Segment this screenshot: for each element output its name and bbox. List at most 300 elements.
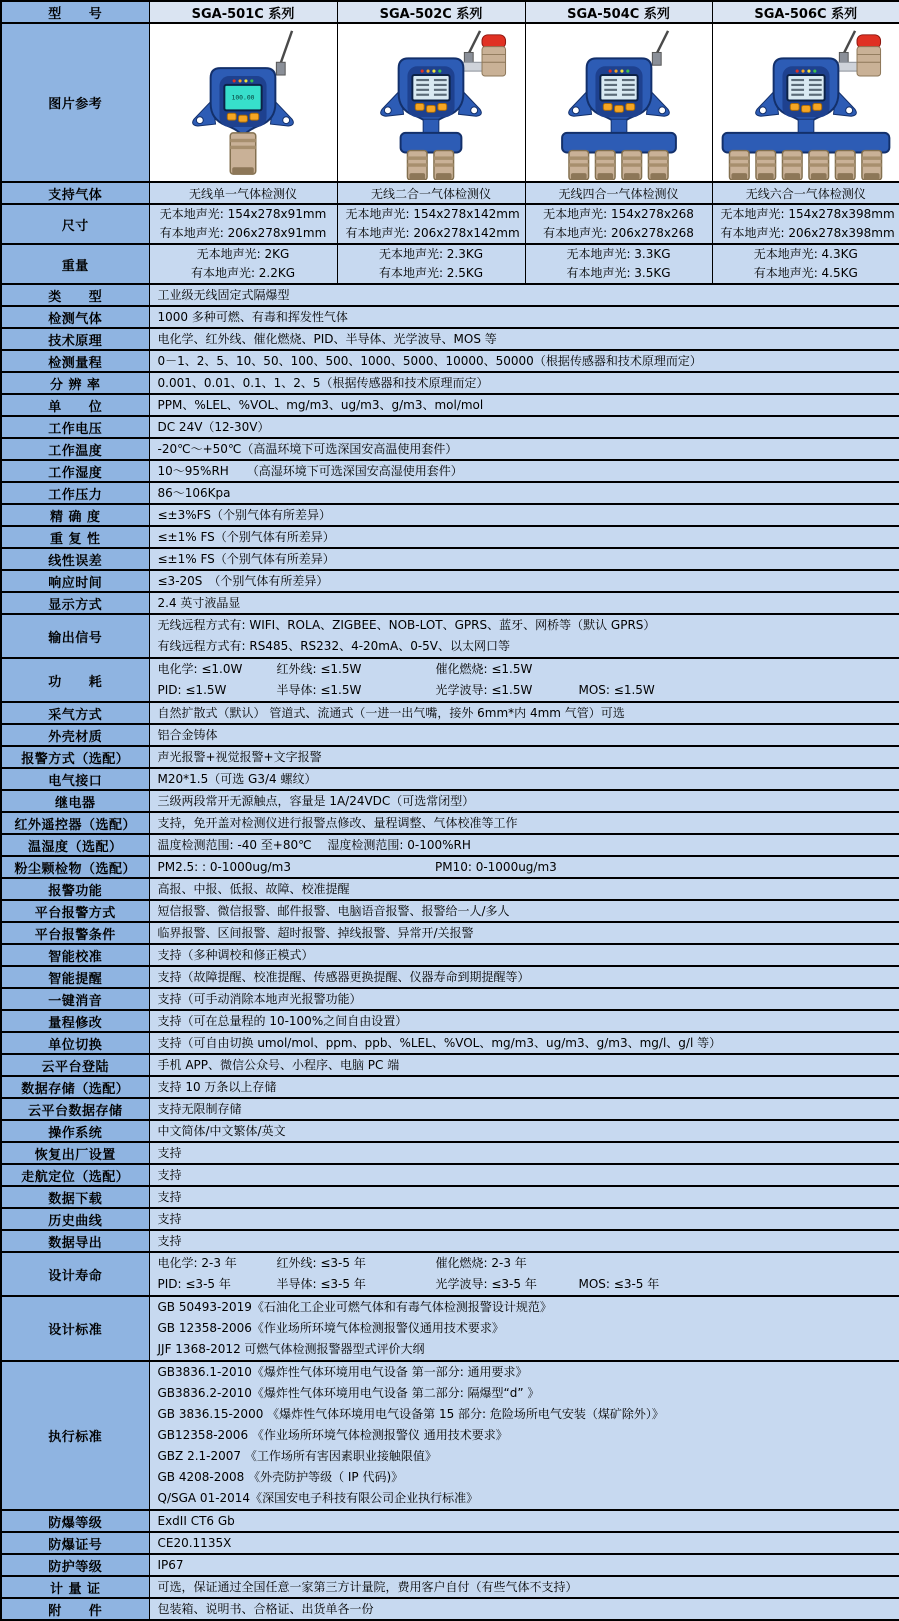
spec-row-value	[149, 900, 899, 922]
spec-row-label: 检测气体	[1, 306, 149, 328]
spec-value-text: 支持	[158, 1231, 892, 1251]
spec-value-text: 0.001、0.01、0.1、1、2、5（根据传感器和技术原理而定）	[158, 373, 892, 393]
spec-row	[1, 1598, 899, 1620]
spec-row-label: 分 辨 率	[1, 372, 149, 394]
spec-row-value	[149, 1296, 899, 1361]
weight-label: 重量	[1, 244, 149, 284]
spec-row-value	[149, 834, 899, 856]
spec-value-segment: 电化学: ≤1.0W	[158, 659, 277, 680]
spec-value-text: 温度检测范围: -40 至+80℃ 湿度检测范围: 0-100%RH	[158, 835, 892, 855]
spec-value-text: IP67	[158, 1555, 892, 1575]
spec-value-segment: MOS: ≤1.5W	[579, 680, 892, 701]
dimensions-value	[337, 204, 525, 244]
spec-value-text: ExdII CT6 Gb	[158, 1511, 892, 1531]
spec-value-segment: 半导体: ≤1.5W	[277, 680, 436, 701]
spec-value-text: 支持（可手动消除本地声光报警功能）	[158, 989, 892, 1009]
spec-row	[1, 1252, 899, 1296]
gas-sensor-icon	[756, 151, 776, 180]
model-header-row	[1, 1, 899, 23]
spec-row	[1, 592, 899, 614]
spec-row-label: 电气接口	[1, 768, 149, 790]
spec-row	[1, 1142, 899, 1164]
spec-row	[1, 460, 899, 482]
spec-value-text: -20℃～+50℃（高温环境下可选深国安高温使用套件）	[158, 439, 892, 459]
spec-row-label: 响应时间	[1, 570, 149, 592]
manifold-bar	[401, 133, 462, 153]
spec-row-value	[149, 812, 899, 834]
spec-row-label: 量程修改	[1, 1010, 149, 1032]
gas-detector-illustration	[526, 25, 712, 180]
spec-row-value	[149, 1142, 899, 1164]
spec-row-label: 检测量程	[1, 350, 149, 372]
spec-value-text: 短信报警、微信报警、邮件报警、电脑语音报警、报警给一人/多人	[158, 901, 892, 921]
model-header-sga-506c: SGA-506C 系列	[712, 1, 899, 23]
dimensions-value	[712, 204, 899, 244]
spec-row-label: 温湿度（选配）	[1, 834, 149, 856]
gas-detector-illustration	[713, 25, 899, 180]
spec-row	[1, 1098, 899, 1120]
spec-row-label: 工作电压	[1, 416, 149, 438]
spec-value-text: 临界报警、区间报警、超时报警、掉线报警、异常开/关报警	[158, 923, 892, 943]
dimension-line: 无本地声光: 154x278x398mm	[721, 205, 892, 224]
weight-line: 无本地声光: 3.3KG	[534, 245, 704, 264]
spec-value-columns	[158, 1274, 892, 1295]
spec-row-value	[149, 944, 899, 966]
spec-row-value	[149, 372, 899, 394]
spec-row-value	[149, 460, 899, 482]
spec-value-line: JJF 1368-2012 可燃气体检测报警器型式评价大纲	[158, 1339, 892, 1360]
spec-row	[1, 482, 899, 504]
spec-row-label: 技术原理	[1, 328, 149, 350]
spec-row	[1, 1296, 899, 1361]
spec-row	[1, 1361, 899, 1510]
model-header-sga-504c: SGA-504C 系列	[525, 1, 712, 23]
spec-row	[1, 504, 899, 526]
spec-row	[1, 878, 899, 900]
supported-gas-value: 无线四合一气体检测仪	[525, 182, 712, 204]
spec-row-value	[149, 592, 899, 614]
spec-row	[1, 1032, 899, 1054]
spec-row-value	[149, 306, 899, 328]
gas-detector-illustration-sga-502c	[339, 25, 523, 180]
antenna-icon	[839, 31, 855, 65]
spec-row	[1, 658, 899, 702]
spec-value-line: 无线远程方式有: WIFI、ROLA、ZIGBEE、NOB-LOT、GPRS、蓝牙、网桥等（默认 GPRS）	[158, 615, 892, 636]
gas-sensor-icon	[648, 151, 668, 180]
spec-row	[1, 394, 899, 416]
spec-row-value	[149, 394, 899, 416]
manifold-bar	[722, 133, 889, 153]
spec-row-value	[149, 1230, 899, 1252]
weight-line: 有本地声光: 4.5KG	[721, 264, 892, 283]
spec-row-value	[149, 1598, 899, 1620]
spec-row	[1, 570, 899, 592]
spec-value-text: 0－1、2、5、10、50、100、500、1000、5000、10000、50000（根据传感器和技术原理而定）	[158, 351, 892, 371]
weight-line: 无本地声光: 2.3KG	[346, 245, 517, 264]
spec-table-body	[1, 1, 899, 1620]
spec-row	[1, 328, 899, 350]
gas-sensor-icon	[809, 151, 829, 180]
spec-row-label: 工作湿度	[1, 460, 149, 482]
spec-row-label: 线性误差	[1, 548, 149, 570]
spec-row-label: 功 耗	[1, 658, 149, 702]
spec-row	[1, 1076, 899, 1098]
spec-row-label: 精 确 度	[1, 504, 149, 526]
spec-row-label: 云平台数据存储	[1, 1098, 149, 1120]
spec-row	[1, 284, 899, 306]
spec-value-segment: PID: ≤3-5 年	[158, 1274, 277, 1295]
model-header-label: 型 号	[1, 1, 149, 23]
spec-row-label: 类 型	[1, 284, 149, 306]
spec-row-value	[149, 1510, 899, 1532]
dimension-line: 有本地声光: 206x278x398mm	[721, 224, 892, 243]
spec-value-line: GB12358-2006 《作业场所环境气体检测报警仪 通用技术要求》	[158, 1425, 892, 1446]
spec-row-value	[149, 922, 899, 944]
spec-row-label: 输出信号	[1, 614, 149, 658]
spec-row	[1, 944, 899, 966]
spec-row-label: 恢复出厂设置	[1, 1142, 149, 1164]
spec-row	[1, 1510, 899, 1532]
spec-value-line: GB 3836.15-2000 《爆炸性气体环境用电气设备第 15 部分: 危险场所电气安装（煤矿除外）》	[158, 1404, 892, 1425]
spec-row-label: 操作系统	[1, 1120, 149, 1142]
spec-value-text: 支持无限制存储	[158, 1099, 892, 1119]
spec-row	[1, 1230, 899, 1252]
spec-row-label: 执行标准	[1, 1361, 149, 1510]
spec-row-value	[149, 724, 899, 746]
spec-row	[1, 966, 899, 988]
spec-value-text: ≤3-20S （个别气体有所差异）	[158, 571, 892, 591]
spec-row-value	[149, 856, 899, 878]
spec-row	[1, 1532, 899, 1554]
spec-row-value	[149, 1532, 899, 1554]
gas-detector-illustration	[338, 25, 525, 180]
spec-row	[1, 922, 899, 944]
spec-row-label: 防护等级	[1, 1554, 149, 1576]
spec-value-text: 支持（可自由切换 umol/mol、ppm、ppb、%LEL、%VOL、mg/m3、ug/m3、g/m3、mg/l、g/l 等）	[158, 1033, 892, 1053]
spec-row-label: 附 件	[1, 1598, 149, 1620]
spec-row-value	[149, 614, 899, 658]
spec-row-label: 粉尘颗检物（选配）	[1, 856, 149, 878]
gas-sensor-icon	[568, 151, 588, 180]
weight-line: 有本地声光: 2.5KG	[346, 264, 517, 283]
lcd-screen	[412, 75, 449, 101]
spec-value-line: GB3836.1-2010《爆炸性气体环境用电气设备 第一部分: 通用要求》	[158, 1362, 892, 1383]
spec-value-line: Q/SGA 01-2014《深国安电子科技有限公司企业执行标准》	[158, 1488, 892, 1509]
spec-value-segment: 电化学: 2-3 年	[158, 1253, 277, 1274]
spec-row	[1, 1186, 899, 1208]
spec-row-value	[149, 1576, 899, 1598]
spec-row	[1, 1164, 899, 1186]
model-header-sga-501c: SGA-501C 系列	[149, 1, 337, 23]
spec-row-value	[149, 1361, 899, 1510]
dimensions-value	[525, 204, 712, 244]
spec-value-line: GB 12358-2006《作业场所环境气体检测报警仪通用技术要求》	[158, 1318, 892, 1339]
spec-value-segment: 红外线: ≤3-5 年	[277, 1253, 436, 1274]
gas-sensor-icon	[835, 151, 855, 180]
spec-row	[1, 1010, 899, 1032]
weight-value	[712, 244, 899, 284]
spec-row	[1, 746, 899, 768]
spec-row-label: 继电器	[1, 790, 149, 812]
spec-value-text: DC 24V（12-30V）	[158, 417, 892, 437]
spec-value-segment: PID: ≤1.5W	[158, 680, 277, 701]
spec-row-label: 单 位	[1, 394, 149, 416]
image-row-label: 图片参考	[1, 23, 149, 182]
spec-value-line: 有线远程方式有: RS485、RS232、4-20mA、0-5V、以太网口等	[158, 636, 892, 657]
spec-row-label: 云平台登陆	[1, 1054, 149, 1076]
spec-value-segment: 半导体: ≤3-5 年	[277, 1274, 436, 1295]
dimension-line: 有本地声光: 206x278x91mm	[158, 224, 329, 243]
dimensions-row	[1, 204, 899, 244]
spec-row-value	[149, 702, 899, 724]
spec-row-value	[149, 1554, 899, 1576]
weight-value	[149, 244, 337, 284]
spec-value-text: 支持	[158, 1187, 892, 1207]
antenna-icon	[652, 31, 668, 65]
lcd-screen	[600, 75, 637, 101]
weight-line: 无本地声光: 4.3KG	[721, 245, 892, 264]
supported-gas-row	[1, 182, 899, 204]
spec-row-value	[149, 482, 899, 504]
spec-row-value	[149, 878, 899, 900]
spec-value-text: ≤±1% FS（个别气体有所差异）	[158, 527, 892, 547]
spec-row-label: 设计标准	[1, 1296, 149, 1361]
spec-row-value	[149, 988, 899, 1010]
model-header-sga-502c: SGA-502C 系列	[337, 1, 525, 23]
spec-value-columns	[158, 680, 892, 701]
lcd-screen	[787, 75, 824, 101]
spec-value-segment: 催化燃烧: 2-3 年	[436, 1253, 579, 1274]
spec-value-segment: 催化燃烧: ≤1.5W	[436, 659, 579, 680]
spec-value-text: ≤±1% FS（个别气体有所差异）	[158, 549, 892, 569]
dimension-line: 无本地声光: 154x278x268	[534, 205, 704, 224]
dimension-line: 有本地声光: 206x278x142mm	[346, 224, 517, 243]
spec-value-text: PM2.5: : 0-1000ug/m3 PM10: 0-1000ug/m3	[158, 857, 892, 877]
spec-value-text: 支持	[158, 1209, 892, 1229]
spec-value-text: CE20.1135X	[158, 1533, 892, 1553]
spec-row-label: 智能校准	[1, 944, 149, 966]
spec-value-text: 可选，保证通过全国任意一家第三方计量院，费用客户自付（有些气体不支持）	[158, 1577, 892, 1597]
spec-row	[1, 988, 899, 1010]
manifold-bar	[562, 133, 676, 153]
spec-row-label: 历史曲线	[1, 1208, 149, 1230]
spec-value-text: 三级两段常开无源触点，容量是 1A/24VDC（可选常闭型）	[158, 791, 892, 811]
spec-row	[1, 834, 899, 856]
spec-value-text: 1000 多种可燃、有毒和挥发性气体	[158, 307, 892, 327]
spec-value-text: 支持（多种调校和修正模式）	[158, 945, 892, 965]
spec-row-label: 智能提醒	[1, 966, 149, 988]
weight-value	[337, 244, 525, 284]
spec-row-value	[149, 1054, 899, 1076]
weight-row	[1, 244, 899, 284]
gas-detector-illustration-sga-506c	[714, 25, 898, 180]
spec-row	[1, 768, 899, 790]
spec-value-text: 高报、中报、低报、故障、校准提醒	[158, 879, 892, 899]
dimension-line: 无本地声光: 154x278x91mm	[158, 205, 329, 224]
spec-row-label: 工作压力	[1, 482, 149, 504]
spec-row-value	[149, 658, 899, 702]
spec-row-label: 重 复 性	[1, 526, 149, 548]
spec-row-value	[149, 350, 899, 372]
spec-row	[1, 1208, 899, 1230]
spec-row-value	[149, 768, 899, 790]
spec-value-line: GB 4208-2008 《外壳防护等级（ IP 代码)》	[158, 1467, 892, 1488]
spec-row-label: 数据下载	[1, 1186, 149, 1208]
spec-row-value	[149, 504, 899, 526]
spec-row	[1, 1576, 899, 1598]
spec-row-label: 平台报警条件	[1, 922, 149, 944]
spec-value-columns	[158, 659, 892, 680]
product-image-cell-sga-504c	[525, 23, 712, 182]
spec-row-label: 平台报警方式	[1, 900, 149, 922]
dimension-line: 有本地声光: 206x278x268	[534, 224, 704, 243]
spec-row	[1, 526, 899, 548]
spec-row-label: 红外遥控器（选配）	[1, 812, 149, 834]
spec-row	[1, 1120, 899, 1142]
spec-row-label: 显示方式	[1, 592, 149, 614]
spec-row	[1, 1054, 899, 1076]
spec-row	[1, 812, 899, 834]
antenna-icon	[276, 31, 292, 75]
spec-row-value	[149, 416, 899, 438]
spec-row-label: 外壳材质	[1, 724, 149, 746]
spec-row	[1, 306, 899, 328]
spec-row-value	[149, 1032, 899, 1054]
spec-value-text: 2.4 英寸液晶显	[158, 593, 892, 613]
spec-value-segment: 光学波导: ≤1.5W	[436, 680, 579, 701]
spec-row	[1, 350, 899, 372]
gas-sensor-icon	[230, 133, 256, 174]
spec-value-text: ≤±3%FS（个别气体有所差异）	[158, 505, 892, 525]
spec-row	[1, 548, 899, 570]
spec-row-value	[149, 1076, 899, 1098]
gas-detector-illustration-sga-504c	[527, 25, 711, 180]
spec-value-line: GB 50493-2019《石油化工企业可燃气体和有毒气体检测报警设计规范》	[158, 1297, 892, 1318]
gas-detector-illustration	[150, 25, 337, 180]
spec-value-line: GB3836.2-2010《爆炸性气体环境用电气设备 第二部分: 隔爆型“d” 》	[158, 1383, 892, 1404]
spec-row-value	[149, 1098, 899, 1120]
supported-gas-value: 无线六合一气体检测仪	[712, 182, 899, 204]
spec-row	[1, 1554, 899, 1576]
gas-sensor-icon	[595, 151, 615, 180]
spec-value-text: 86～106Kpa	[158, 483, 892, 503]
spec-row-value	[149, 548, 899, 570]
spec-row-value	[149, 1010, 899, 1032]
supported-gas-value: 无线单一气体检测仪	[149, 182, 337, 204]
spec-row-label: 一键消音	[1, 988, 149, 1010]
spec-value-text: 电化学、红外线、催化燃烧、PID、半导体、光学波导、MOS 等	[158, 329, 892, 349]
spec-row	[1, 416, 899, 438]
product-image-cell-sga-501c	[149, 23, 337, 182]
gas-sensor-icon	[729, 151, 749, 180]
spec-row	[1, 724, 899, 746]
spec-row-label: 数据导出	[1, 1230, 149, 1252]
gas-sensor-icon	[621, 151, 641, 180]
spec-value-segment: MOS: ≤3-5 年	[579, 1274, 892, 1295]
spec-row-label: 报警功能	[1, 878, 149, 900]
spec-row-value	[149, 284, 899, 306]
dimension-line: 无本地声光: 154x278x142mm	[346, 205, 517, 224]
spec-row-label: 单位切换	[1, 1032, 149, 1054]
spec-value-text: 自然扩散式（默认） 管道式、流通式（一进一出气嘴，接外 6mm*内 4mm 气管）可选	[158, 703, 892, 723]
spec-row	[1, 702, 899, 724]
antenna-icon	[464, 31, 480, 65]
spec-row-value	[149, 526, 899, 548]
spec-row-label: 采气方式	[1, 702, 149, 724]
spec-row-value	[149, 438, 899, 460]
spec-value-text: 铝合金铸体	[158, 725, 892, 745]
weight-value	[525, 244, 712, 284]
gas-sensor-icon	[782, 151, 802, 180]
spec-row	[1, 438, 899, 460]
spec-row-label: 报警方式（选配）	[1, 746, 149, 768]
spec-value-text: 包装箱、说明书、合格证、出货单各一份	[158, 1599, 892, 1619]
spec-row-value	[149, 790, 899, 812]
spec-value-text: PPM、%LEL、%VOL、mg/m3、ug/m3、g/m3、mol/mol	[158, 395, 892, 415]
spec-row-value	[149, 570, 899, 592]
supported-gas-value: 无线二合一气体检测仪	[337, 182, 525, 204]
spec-row-value	[149, 1186, 899, 1208]
spec-row-value	[149, 1208, 899, 1230]
weight-line: 有本地声光: 2.2KG	[158, 264, 329, 283]
spec-row-label: 防爆证号	[1, 1532, 149, 1554]
spec-value-text: 支持	[158, 1165, 892, 1185]
dimensions-value	[149, 204, 337, 244]
spec-row-value	[149, 966, 899, 988]
spec-row-label: 防爆等级	[1, 1510, 149, 1532]
spec-row	[1, 900, 899, 922]
spec-row	[1, 372, 899, 394]
spec-value-text: 支持，免开盖对检测仪进行报警点修改、量程调整、气体校准等工作	[158, 813, 892, 833]
product-image-cell-sga-502c	[337, 23, 525, 182]
spec-value-line: GBZ 2.1-2007 《工作场所有害因素职业接触限值》	[158, 1446, 892, 1467]
supported-gas-label: 支持气体	[1, 182, 149, 204]
spec-row-value	[149, 1164, 899, 1186]
spec-value-text: 支持（可在总量程的 10-100%之间自由设置）	[158, 1011, 892, 1031]
spec-row-value	[149, 328, 899, 350]
product-image-cell-sga-506c	[712, 23, 899, 182]
spec-value-text: M20*1.5（可选 G3/4 螺纹）	[158, 769, 892, 789]
spec-row-label: 数据存储（选配）	[1, 1076, 149, 1098]
spec-value-text: 中文简体/中文繁体/英文	[158, 1121, 892, 1141]
spec-value-text: 支持	[158, 1143, 892, 1163]
spec-value-segment: 光学波导: ≤3-5 年	[436, 1274, 579, 1295]
image-reference-row	[1, 23, 899, 182]
spec-row-label: 工作温度	[1, 438, 149, 460]
spec-value-text: 工业级无线固定式隔爆型	[158, 285, 892, 305]
spec-row-label: 走航定位（选配）	[1, 1164, 149, 1186]
spec-row-label: 计 量 证	[1, 1576, 149, 1598]
spec-value-text: 声光报警+视觉报警+文字报警	[158, 747, 892, 767]
gas-sensor-icon	[407, 151, 427, 180]
spec-value-text: 支持 10 万条以上存储	[158, 1077, 892, 1097]
spec-value-text: 支持（故障提醒、校准提醒、传感器更换提醒、仪器寿命到期提醒等）	[158, 967, 892, 987]
spec-row	[1, 614, 899, 658]
dimensions-label: 尺寸	[1, 204, 149, 244]
spec-row	[1, 790, 899, 812]
spec-row-value	[149, 746, 899, 768]
spec-value-segment: 红外线: ≤1.5W	[277, 659, 436, 680]
spec-row-value	[149, 1252, 899, 1296]
spec-value-text: 10～95%RH （高湿环境下可选深国安高湿使用套件）	[158, 461, 892, 481]
spec-row-value	[149, 1120, 899, 1142]
svg-text:100.00: 100.00	[232, 94, 255, 102]
weight-line: 无本地声光: 2KG	[158, 245, 329, 264]
spec-row-label: 设计寿命	[1, 1252, 149, 1296]
weight-line: 有本地声光: 3.5KG	[534, 264, 704, 283]
gas-detector-illustration-sga-501c	[151, 25, 335, 180]
spec-value-columns	[158, 1253, 892, 1274]
